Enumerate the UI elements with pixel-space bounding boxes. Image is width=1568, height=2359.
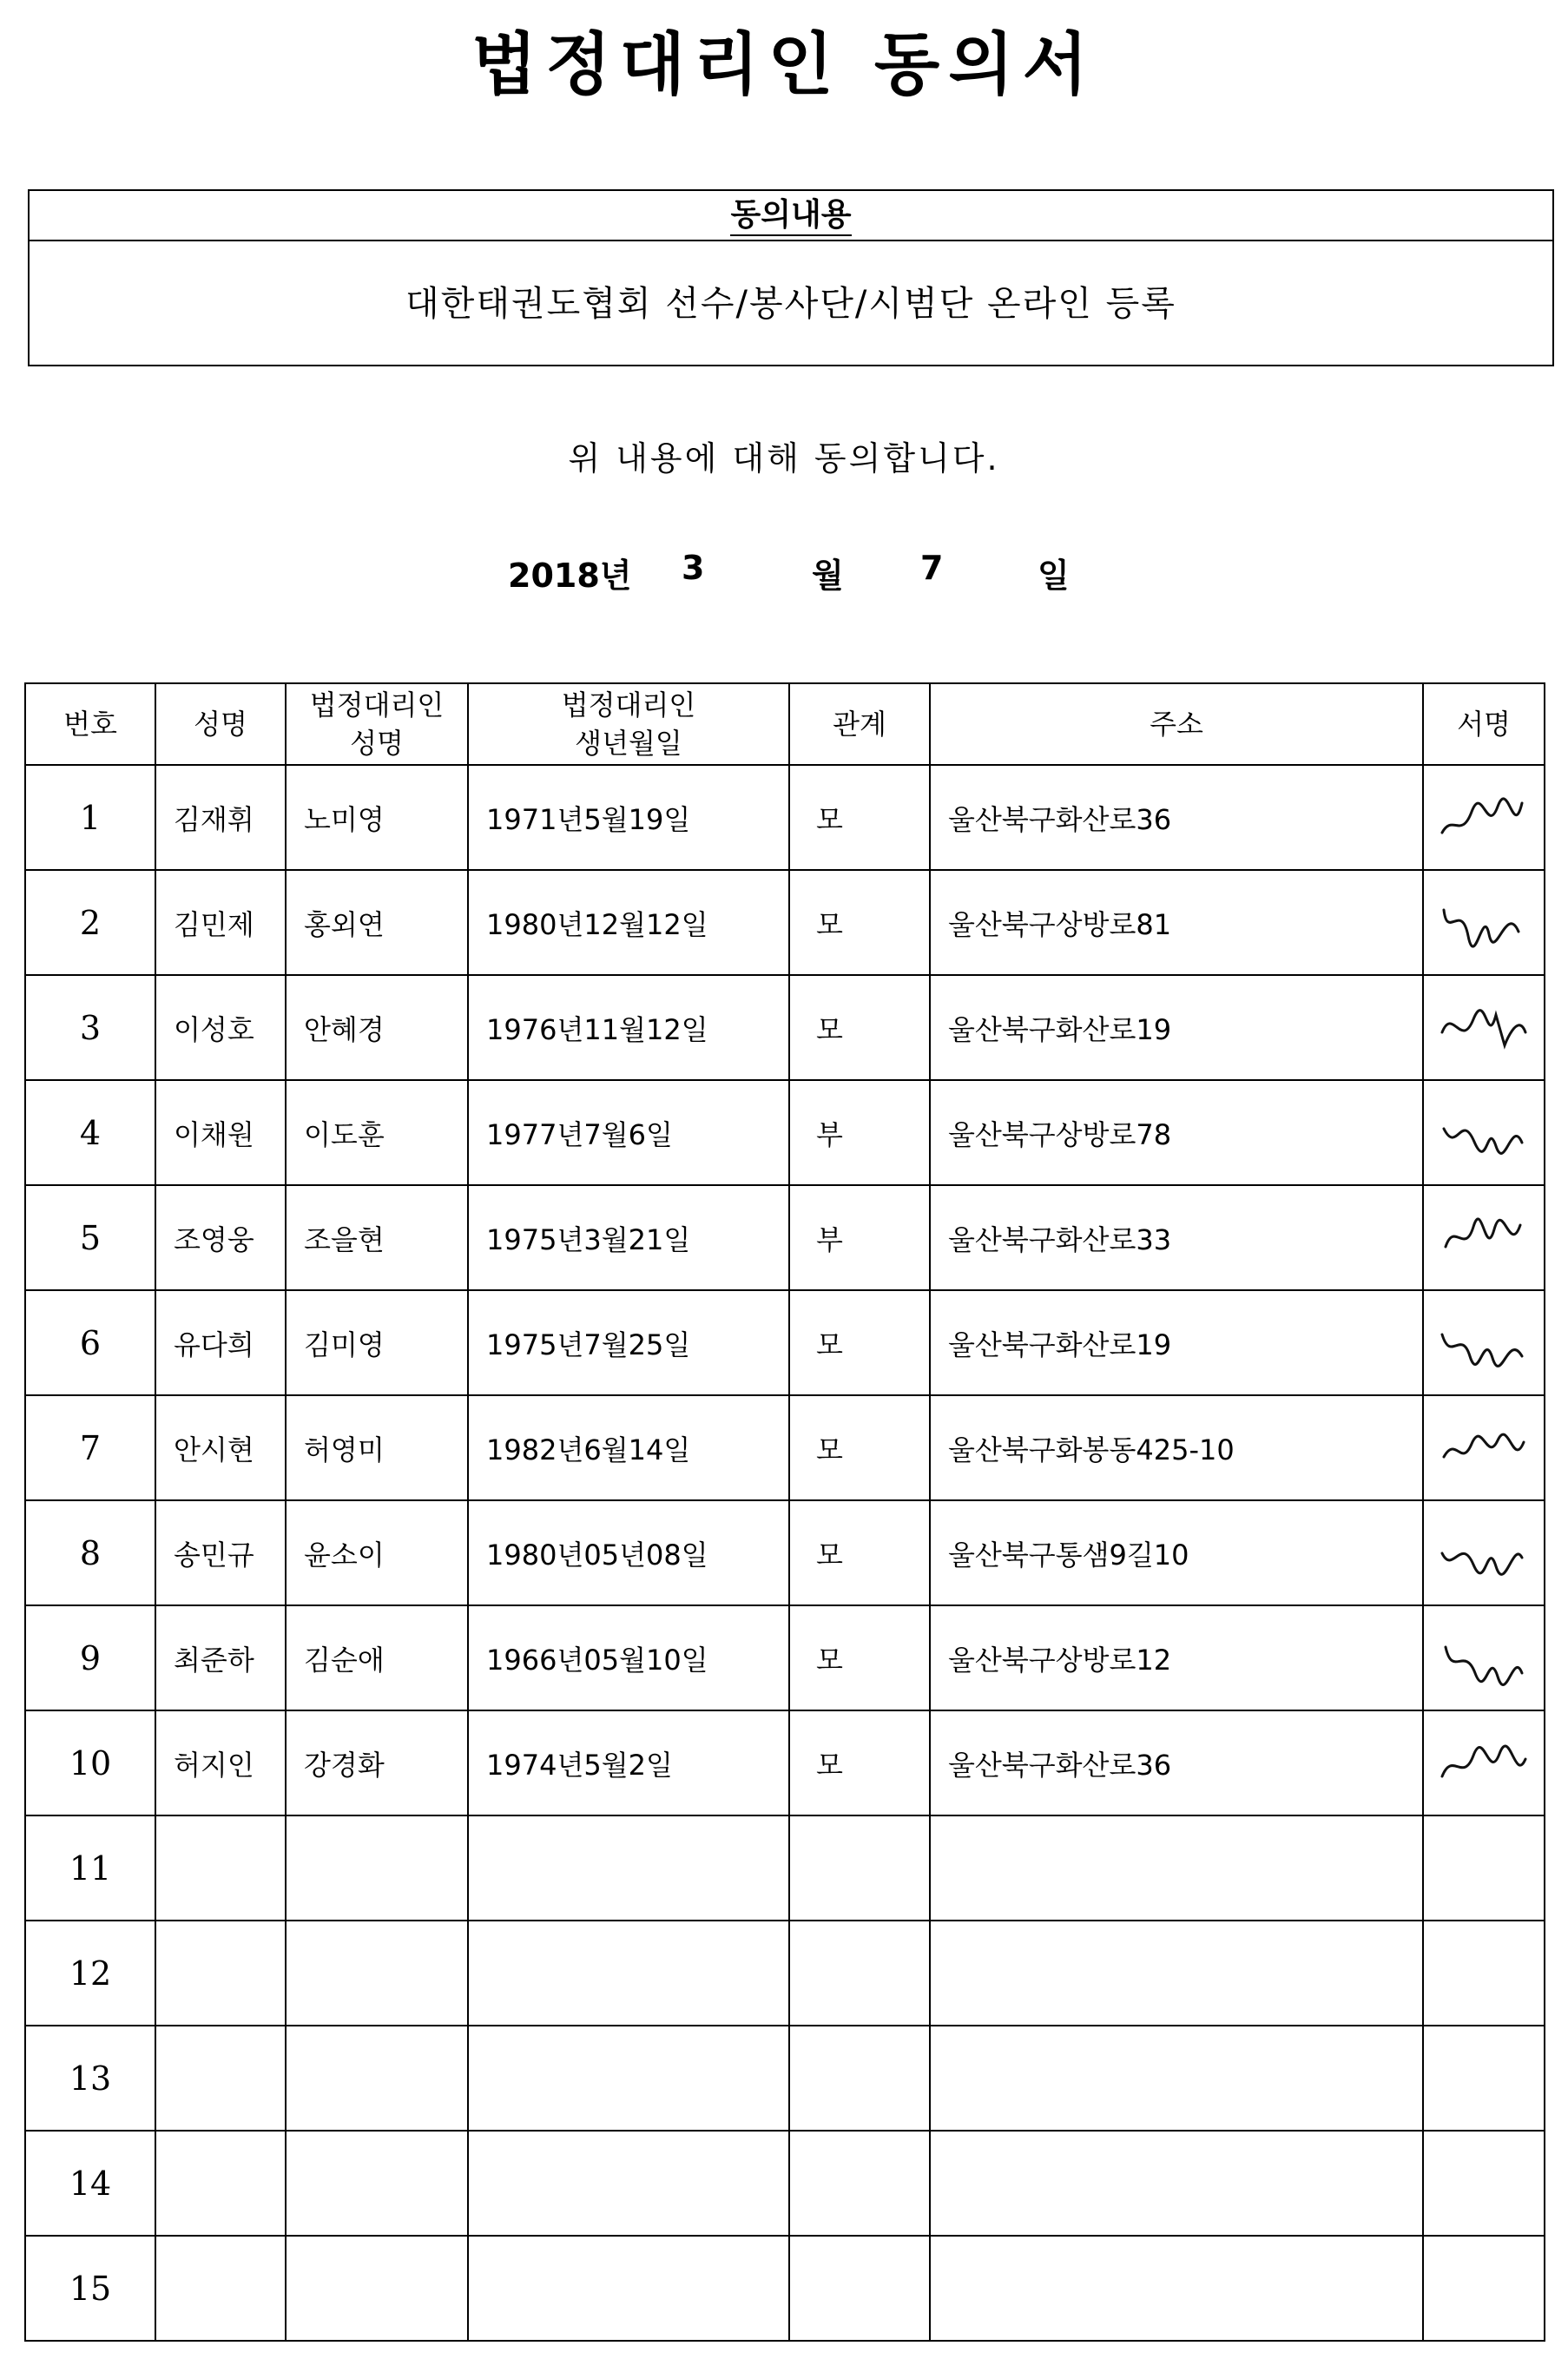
table-row [25, 1921, 1545, 2026]
row-address [930, 2026, 1423, 2131]
row-address: 울산북구화봉동425-10 [930, 1395, 1423, 1500]
document-title: 법정대리인 동의서 [471, 26, 1097, 104]
date-month-unit: 월 [812, 557, 844, 595]
table-row [25, 1185, 1545, 1290]
row-student-name [155, 2131, 286, 2236]
row-address [930, 2236, 1423, 2341]
row-signature [1423, 1185, 1545, 1290]
row-number: 13 [25, 2026, 155, 2131]
row-signature [1423, 2131, 1545, 2236]
row-guardian-name: 안혜경 [286, 975, 468, 1080]
row-number: 11 [25, 1815, 155, 1921]
table-row [25, 1605, 1545, 1710]
row-student-name: 이성호 [155, 975, 286, 1080]
row-guardian-name [286, 1815, 468, 1921]
row-relation: 모 [789, 1500, 930, 1605]
row-signature [1423, 975, 1545, 1080]
row-guardian-birth: 1975년3월21일 [468, 1185, 789, 1290]
row-signature [1423, 870, 1545, 975]
row-relation: 모 [789, 1710, 930, 1815]
consent-box [28, 189, 1554, 366]
consent-header [30, 191, 1552, 241]
row-address: 울산북구화산로19 [930, 975, 1423, 1080]
row-relation [789, 1921, 930, 2026]
row-address: 울산북구상방로81 [930, 870, 1423, 975]
handwritten-signature-icon [1435, 1418, 1532, 1479]
row-guardian-birth [468, 1815, 789, 1921]
row-relation: 모 [789, 1605, 930, 1710]
row-student-name: 조영웅 [155, 1185, 286, 1290]
row-number: 15 [25, 2236, 155, 2341]
row-guardian-birth: 1976년11월12일 [468, 975, 789, 1080]
row-number: 8 [25, 1500, 155, 1605]
row-relation: 모 [789, 1290, 930, 1395]
table-row [25, 1290, 1545, 1395]
row-guardian-birth: 1974년5월2일 [468, 1710, 789, 1815]
row-relation: 모 [789, 870, 930, 975]
row-student-name: 송민규 [155, 1500, 286, 1605]
row-signature [1423, 1921, 1545, 2026]
row-relation [789, 2236, 930, 2341]
date-year: 2018년 [508, 557, 632, 595]
row-guardian-name: 김순애 [286, 1605, 468, 1710]
row-guardian-birth [468, 1921, 789, 2026]
row-guardian-name: 허영미 [286, 1395, 468, 1500]
handwritten-signature-icon [1435, 1208, 1532, 1268]
row-address [930, 2131, 1423, 2236]
table-row [25, 1080, 1545, 1185]
table-row [25, 2026, 1545, 2131]
row-signature [1423, 1815, 1545, 1921]
row-guardian-name [286, 1921, 468, 2026]
row-address: 울산북구통샘9길10 [930, 1500, 1423, 1605]
table-row [25, 2236, 1545, 2341]
row-guardian-birth: 1966년05월10일 [468, 1605, 789, 1710]
consent-body: 대한태권도협회 선수/봉사단/시범단 온라인 등록 [405, 284, 1176, 324]
row-guardian-birth: 1975년7월25일 [468, 1290, 789, 1395]
row-guardian-name [286, 2236, 468, 2341]
row-guardian-name: 이도훈 [286, 1080, 468, 1185]
handwritten-signature-icon [1435, 998, 1532, 1058]
row-number: 5 [25, 1185, 155, 1290]
row-signature [1423, 1605, 1545, 1710]
row-guardian-name: 홍외연 [286, 870, 468, 975]
table-row [25, 1710, 1545, 1815]
table-row [25, 1395, 1545, 1500]
row-guardian-birth: 1971년5월19일 [468, 765, 789, 870]
row-student-name: 김민제 [155, 870, 286, 975]
row-guardian-birth: 1982년6월14일 [468, 1395, 789, 1500]
row-guardian-birth [468, 2131, 789, 2236]
row-guardian-name [286, 2131, 468, 2236]
row-student-name [155, 1921, 286, 2026]
row-relation: 부 [789, 1185, 930, 1290]
header-address: 주소 [930, 683, 1423, 765]
handwritten-signature-icon [1435, 1628, 1532, 1689]
consent-header-label: 동의내용 [730, 197, 851, 236]
handwritten-signature-icon [1435, 1313, 1532, 1374]
row-number: 1 [25, 765, 155, 870]
row-address: 울산북구화산로36 [930, 765, 1423, 870]
row-number: 7 [25, 1395, 155, 1500]
row-signature [1423, 2026, 1545, 2131]
row-signature [1423, 1500, 1545, 1605]
header-relation: 관계 [789, 683, 930, 765]
row-address: 울산북구화산로36 [930, 1710, 1423, 1815]
row-student-name: 최준하 [155, 1605, 286, 1710]
row-address: 울산북구상방로78 [930, 1080, 1423, 1185]
row-address: 울산북구상방로12 [930, 1605, 1423, 1710]
date-day-unit: 일 [1038, 557, 1070, 595]
table-row [25, 2131, 1545, 2236]
row-relation [789, 2026, 930, 2131]
row-student-name: 이채원 [155, 1080, 286, 1185]
row-relation: 모 [789, 1395, 930, 1500]
table-row [25, 1500, 1545, 1605]
header-signature: 서명 [1423, 683, 1545, 765]
row-signature [1423, 1290, 1545, 1395]
row-guardian-birth [468, 2236, 789, 2341]
row-address: 울산북구화산로33 [930, 1185, 1423, 1290]
row-guardian-name: 조을현 [286, 1185, 468, 1290]
row-signature [1423, 1710, 1545, 1815]
row-number: 3 [25, 975, 155, 1080]
table-row [25, 1815, 1545, 1921]
row-guardian-birth: 1980년12월12일 [468, 870, 789, 975]
header-number: 번호 [25, 683, 155, 765]
row-signature [1423, 1395, 1545, 1500]
row-number: 10 [25, 1710, 155, 1815]
row-number: 4 [25, 1080, 155, 1185]
row-number: 9 [25, 1605, 155, 1710]
header-name: 성명 [155, 683, 286, 765]
row-relation: 모 [789, 975, 930, 1080]
row-relation: 부 [789, 1080, 930, 1185]
handwritten-signature-icon [1435, 1733, 1532, 1794]
header-guardian-name: 법정대리인 성명 [286, 683, 468, 765]
row-number: 14 [25, 2131, 155, 2236]
date-day: 7 [920, 549, 944, 587]
row-number: 12 [25, 1921, 155, 2026]
row-student-name: 유다희 [155, 1290, 286, 1395]
table-row [25, 765, 1545, 870]
date-month: 3 [682, 549, 705, 587]
row-address: 울산북구화산로19 [930, 1290, 1423, 1395]
guardian-table [24, 682, 1545, 2342]
row-guardian-birth [468, 2026, 789, 2131]
row-student-name [155, 2026, 286, 2131]
row-guardian-name: 김미영 [286, 1290, 468, 1395]
row-guardian-name: 강경화 [286, 1710, 468, 1815]
handwritten-signature-icon [1435, 787, 1532, 848]
row-signature [1423, 1080, 1545, 1185]
row-guardian-birth: 1980년05년08일 [468, 1500, 789, 1605]
row-guardian-name: 윤소이 [286, 1500, 468, 1605]
row-address [930, 1815, 1423, 1921]
handwritten-signature-icon [1435, 893, 1532, 953]
row-guardian-birth: 1977년7월6일 [468, 1080, 789, 1185]
row-guardian-name: 노미영 [286, 765, 468, 870]
row-signature [1423, 2236, 1545, 2341]
row-relation [789, 2131, 930, 2236]
row-guardian-name [286, 2026, 468, 2131]
row-student-name: 허지인 [155, 1710, 286, 1815]
handwritten-signature-icon [1435, 1103, 1532, 1163]
table-header-row [25, 683, 1545, 765]
row-number: 2 [25, 870, 155, 975]
agreement-statement: 위 내용에 대해 동의합니다. [568, 439, 1000, 478]
row-relation [789, 1815, 930, 1921]
table-row [25, 870, 1545, 975]
row-student-name: 안시현 [155, 1395, 286, 1500]
row-number: 6 [25, 1290, 155, 1395]
row-student-name: 김재휘 [155, 765, 286, 870]
handwritten-signature-icon [1435, 1523, 1532, 1584]
row-student-name [155, 2236, 286, 2341]
table-row [25, 975, 1545, 1080]
row-signature [1423, 765, 1545, 870]
row-student-name [155, 1815, 286, 1921]
row-address [930, 1921, 1423, 2026]
row-relation: 모 [789, 765, 930, 870]
header-guardian-birth: 법정대리인 생년월일 [468, 683, 789, 765]
